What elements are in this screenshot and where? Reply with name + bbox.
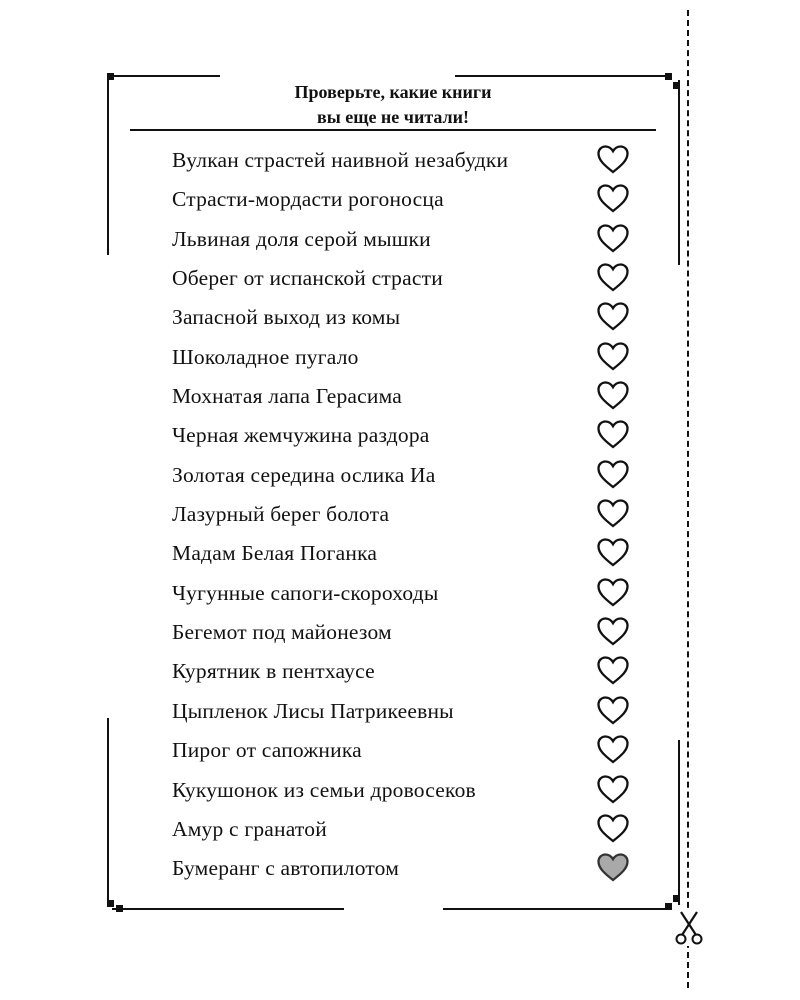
book-item [172, 809, 642, 848]
book-item [172, 297, 642, 336]
book-title: Бегемот под майонезом [172, 620, 392, 645]
frame-corner-tr2 [673, 82, 680, 89]
book-title: Амур с гранатой [172, 816, 327, 841]
book-item [172, 651, 642, 690]
frame-left-top [107, 80, 109, 255]
book-title: Золотая середина ослика Иа [172, 462, 436, 487]
book-item [172, 730, 642, 769]
book-title: Цыпленок Лисы Патрикеевны [172, 698, 454, 723]
book-item [172, 140, 642, 179]
heart-icon[interactable] [596, 497, 630, 529]
page-title [130, 80, 656, 130]
book-item [172, 533, 642, 572]
book-title: Львиная доля серой мышки [172, 226, 431, 251]
heart-icon[interactable] [596, 222, 630, 254]
frame-bottom-right [443, 908, 671, 910]
heart-filled-icon[interactable] [596, 851, 630, 883]
heart-icon[interactable] [596, 654, 630, 686]
book-item [172, 337, 642, 376]
book-item [172, 573, 642, 612]
book-item [172, 455, 642, 494]
book-item [172, 415, 642, 454]
book-item [172, 179, 642, 218]
heart-icon[interactable] [596, 418, 630, 450]
book-title: Запасной выход из комы [172, 305, 401, 330]
heart-icon[interactable] [596, 458, 630, 490]
book-item [172, 691, 642, 730]
book-item [172, 376, 642, 415]
book-item [172, 219, 642, 258]
book-title: Мохнатая лапа Герасима [172, 384, 402, 409]
book-title: Черная жемчужина раздора [172, 423, 430, 448]
heart-icon[interactable] [596, 340, 630, 372]
book-title: Чугунные сапоги-скороходы [172, 580, 439, 605]
book-title: Кукушонок из семьи дровосеков [172, 777, 476, 802]
book-title: Пирог от сапожника [172, 738, 362, 763]
book-title: Бумеранг с автопилотом [172, 856, 400, 881]
book-title: Вулкан страстей наивной незабудки [172, 148, 509, 172]
heart-icon[interactable] [596, 143, 630, 175]
book-item [172, 770, 642, 809]
book-item [172, 612, 642, 651]
heart-icon[interactable] [596, 733, 630, 765]
frame-right-bottom [678, 740, 680, 905]
heart-icon[interactable] [596, 379, 630, 411]
frame-bottom-left [112, 908, 344, 910]
frame-corner-br [665, 903, 672, 910]
frame-corner-tr [665, 73, 672, 80]
book-item [172, 494, 642, 533]
heart-icon[interactable] [596, 615, 630, 647]
book-list [172, 140, 642, 888]
frame-corner-br2 [673, 895, 680, 902]
heart-icon[interactable] [596, 576, 630, 608]
book-title: Курятник в пентхаусе [172, 659, 375, 684]
heart-icon[interactable] [596, 694, 630, 726]
title-line-2: вы еще не читали! [316, 107, 469, 127]
heart-icon[interactable] [596, 812, 630, 844]
book-title: Лазурный берег болота [172, 502, 390, 527]
book-title: Страсти-мордасти рогоносца [172, 187, 444, 212]
frame-left-bottom [107, 718, 109, 903]
title-divider [130, 129, 656, 131]
book-item [172, 848, 642, 887]
book-title: Мадам Белая Поганка [172, 541, 378, 566]
heart-icon[interactable] [596, 300, 630, 332]
frame-top-right [455, 75, 670, 77]
book-title: Оберег от испанской страсти [172, 266, 443, 291]
frame-top-left [112, 75, 220, 77]
heart-icon[interactable] [596, 773, 630, 805]
heart-icon[interactable] [596, 261, 630, 293]
book-title: Шоколадное пугало [172, 344, 359, 369]
title-line-1: Проверьте, какие книги [294, 82, 492, 102]
heart-icon[interactable] [596, 182, 630, 214]
frame-right-top [678, 80, 680, 265]
heart-icon[interactable] [596, 536, 630, 568]
frame-corner-bl [107, 900, 114, 907]
scissors-icon [675, 910, 703, 946]
book-item [172, 258, 642, 297]
frame-corner-tl [107, 73, 114, 80]
frame-corner-bl2 [116, 905, 123, 912]
cut-line [687, 10, 689, 988]
